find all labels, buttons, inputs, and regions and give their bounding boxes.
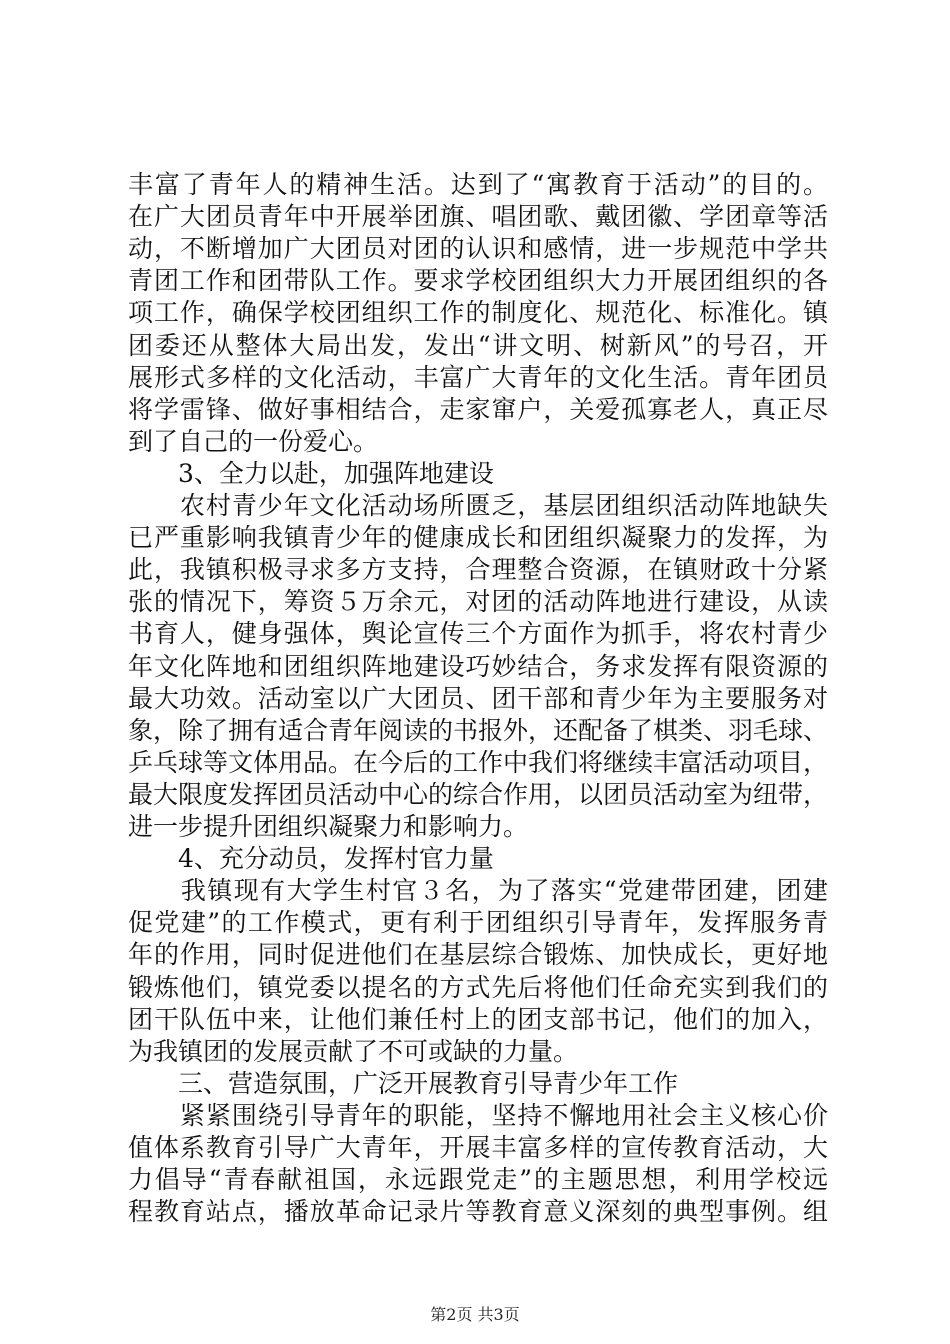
text-line: 为我镇团的发展贡献了不可或缺的力量。: [128, 1036, 579, 1066]
text-line: 锻炼他们，镇党委以提名的方式先后将他们任命充实到我们的: [128, 972, 828, 1002]
text-line: 已严重影响我镇青少年的健康成长和团组织凝聚力的发挥，为: [128, 523, 828, 553]
text-line: 到了自己的一份爱心。: [128, 426, 379, 456]
page-footer: 第2页 共3页: [430, 1305, 520, 1324]
text-line: 促党建”的工作模式，更有利于团组织引导青年，发挥服务青: [128, 908, 828, 938]
text-line: 我镇现有大学生村官３名，为了落实“党建带团建，团建: [128, 876, 828, 906]
text-line: 最大限度发挥团员活动中心的综合作用，以团员活动室为纽带，: [128, 779, 829, 809]
text-line: 动，不断增加广大团员对团的认识和感情，进一步规范中学共: [128, 234, 828, 264]
text-line: 进一步提升团组织凝聚力和影响力。: [128, 812, 529, 841]
text-line: 年的作用，同时促进他们在基层综合锻炼、加快成长，更好地: [128, 940, 828, 970]
text-line: 最大功效。活动室以广大团员、团干部和青少年为主要服务对: [128, 683, 828, 713]
text-line: 在广大团员青年中开展举团旗、唱团歌、戴团徽、学团章等活: [128, 202, 828, 232]
text-line: 项工作，确保学校团组织工作的制度化、规范化、标准化。镇: [128, 298, 828, 328]
text-line: 此，我镇积极寻求多方支持，合理整合资源，在镇财政十分紧: [128, 555, 828, 585]
text-line: 紧紧围绕引导青年的职能，坚持不懈地用社会主义核心价: [128, 1100, 828, 1130]
text-line: 团干队伍中来，让他们兼任村上的团支部书记，他们的加入，: [128, 1004, 828, 1034]
text-line: 象，除了拥有适合青年阅读的书报外，还配备了棋类、羽毛球、: [128, 715, 829, 745]
text-line: 乒乓球等文体用品。在今后的工作中我们将继续丰富活动项目，: [128, 747, 829, 777]
text-line: 4、充分动员，发挥村官力量: [128, 844, 494, 874]
text-line: 值体系教育引导广大青年，开展丰富多样的宣传教育活动，大: [128, 1133, 828, 1162]
text-line: 力倡导“青春献祖国，永远跟党走”的主题思想，利用学校远: [128, 1165, 828, 1195]
text-line: 农村青少年文化活动场所匮乏，基层团组织活动阵地缺失: [128, 491, 828, 520]
text-line: 张的情况下，筹资５万余元，对团的活动阵地进行建设，从读: [128, 587, 828, 617]
text-line: 书育人，健身强体，舆论宣传三个方面作为抓手，将农村青少: [128, 619, 828, 649]
text-line: 丰富了青年人的精神生活。达到了“寓教育于活动”的目的。: [128, 170, 828, 199]
text-line: 团委还从整体大局出发，发出“讲文明、树新风”的号召，开: [128, 330, 828, 360]
text-line: 将学雷锋、做好事相结合，走家窜户，关爱孤寡老人，真正尽: [128, 394, 828, 424]
text-line: 展形式多样的文化活动，丰富广大青年的文化生活。青年团员: [128, 362, 828, 392]
text-line: 3、全力以赴，加强阵地建设: [128, 458, 494, 488]
text-line: 年文化阵地和团组织阵地建设巧妙结合，务求发挥有限资源的: [128, 651, 828, 681]
text-line: 程教育站点，播放革命记录片等教育意义深刻的典型事例。组: [128, 1197, 828, 1227]
text-line: 三、营造氛围，广泛开展教育引导青少年工作: [128, 1068, 679, 1098]
text-line: 青团工作和团带队工作。要求学校团组织大力开展团组织的各: [128, 266, 828, 296]
